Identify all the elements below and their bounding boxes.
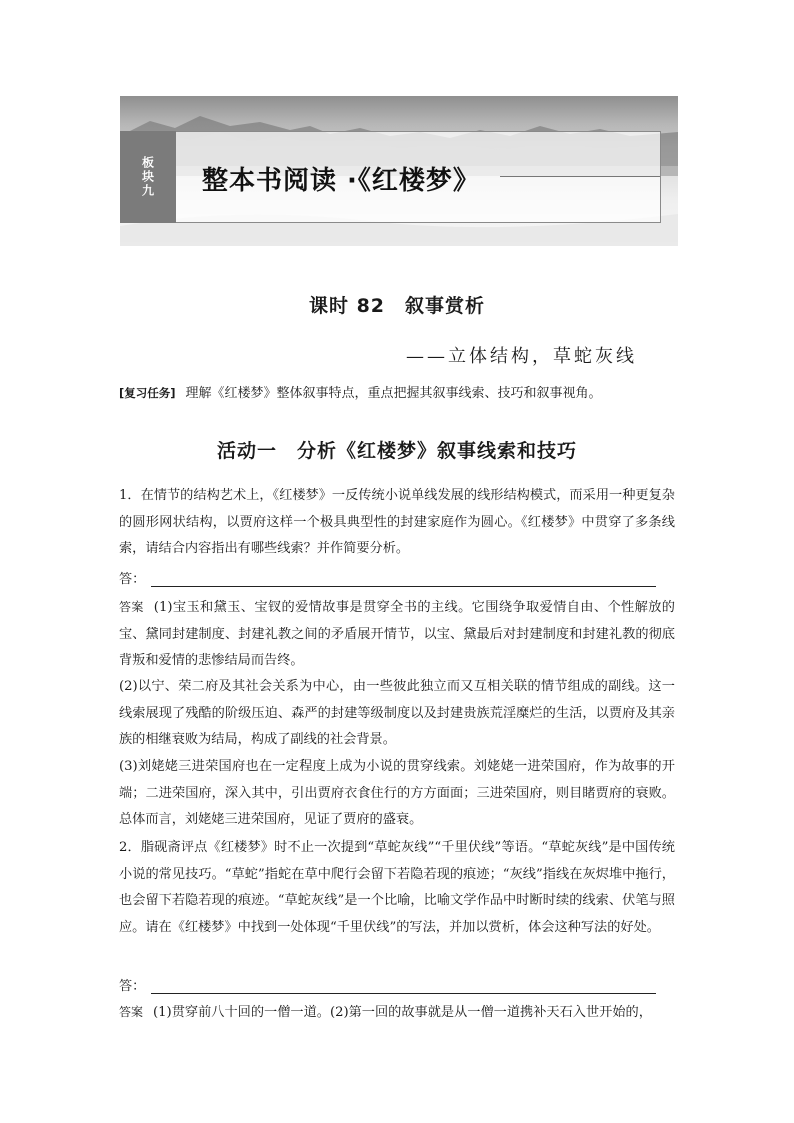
answer-line-1 [119, 568, 656, 587]
answer-1-paragraph-3: (3)刘姥姥三进荣国府也在一定程度上成为小说的贯穿线索。刘姥姥一进荣国府，作为故事的开端；二进荣国府，深入其中，引出贾府衣食住行的方方面面；三进荣国府，则目睹贾府的衰败。总体而言，刘姥姥三进荣国府，见证了贾府的盛衰。 [119, 759, 675, 827]
question-2-text: 2．脂砚斋评点《红楼梦》时不止一次提到“草蛇灰线”“千里伏线”等语。“草蛇灰线”是中国传统小说的常见技巧。“草蛇”指蛇在草中爬行会留下若隐若现的痕迹；“灰线”指线在灰烬堆中拖行，也会留下若隐若现的痕迹。“草蛇灰线”是一个比喻，比喻文学作品中时断时续的线索、伏笔与照应。请在《红楼梦》中找到一处体现“千里伏线”的写法，并加以赏析，体会这种写法的好处。 [119, 840, 675, 935]
answer-1-paragraph-2: (2)以宁、荣二府及其社会关系为中心，由一些彼此独立而又互相关联的情节组成的副线。这一线索展现了残酷的阶级压迫、森严的封建等级制度以及封建贵族荒淫糜烂的生活，以贾府及其亲族的相继衰败为结局，构成了副线的社会背景。 [119, 679, 675, 747]
answer-1-p1: (1)宝玉和黛玉、宝钗的爱情故事是贯穿全书的主线。它围绕争取爱情自由、个性解放的宝、黛同封建制度、封建礼教之间的矛盾展开情节，以宝、黛最后对封建制度和封建礼教的彻底背叛和爱情的悲惨结局而告终。 [119, 600, 675, 668]
review-task-text: 理解《红楼梦》整体叙事特点，重点把握其叙事线索、技巧和叙事视角。 [185, 386, 602, 401]
answer-blank[interactable] [151, 570, 656, 587]
answer-2-paragraph-1 [119, 999, 675, 1027]
section-banner [120, 96, 678, 246]
block-label: 板块九 [140, 156, 155, 198]
unit-title: 整本书阅读 ·《红楼梦》 [202, 166, 480, 196]
review-task [119, 382, 602, 401]
lesson-title: 课时 82 叙事赏析 [308, 295, 486, 317]
answer-blank[interactable] [151, 977, 656, 994]
title-divider [500, 176, 660, 177]
block-label-tab [120, 131, 176, 223]
answer-prompt: 答： [119, 979, 146, 994]
answer-line-2 [119, 975, 656, 994]
lesson-subtitle: ——立体结构，草蛇灰线 [406, 346, 637, 367]
answer-tag: 答案 [119, 600, 144, 614]
answer-2-p1: (1)贯穿前八十回的一僧一道。(2)第一回的故事就是从一僧一道携补天石入世开始的， [153, 1005, 652, 1020]
answer-prompt: 答： [119, 572, 146, 587]
question-1-text: 1．在情节的结构艺术上，《红楼梦》一反传统小说单线发展的线形结构模式，而采用一种更复杂的圆形网状结构，以贾府这样一个极具典型性的封建家庭作为圆心。《红楼梦》中贯穿了多条线索，请结合内容指出有哪些线索？并作简要分析。 [119, 488, 675, 556]
answer-tag: 答案 [119, 1005, 144, 1019]
activity-heading: 活动一 分析《红楼梦》叙事线索和技巧 [216, 440, 577, 462]
answer-1-paragraph-1 [119, 594, 675, 675]
review-task-tag: [复习任务] [119, 386, 176, 400]
